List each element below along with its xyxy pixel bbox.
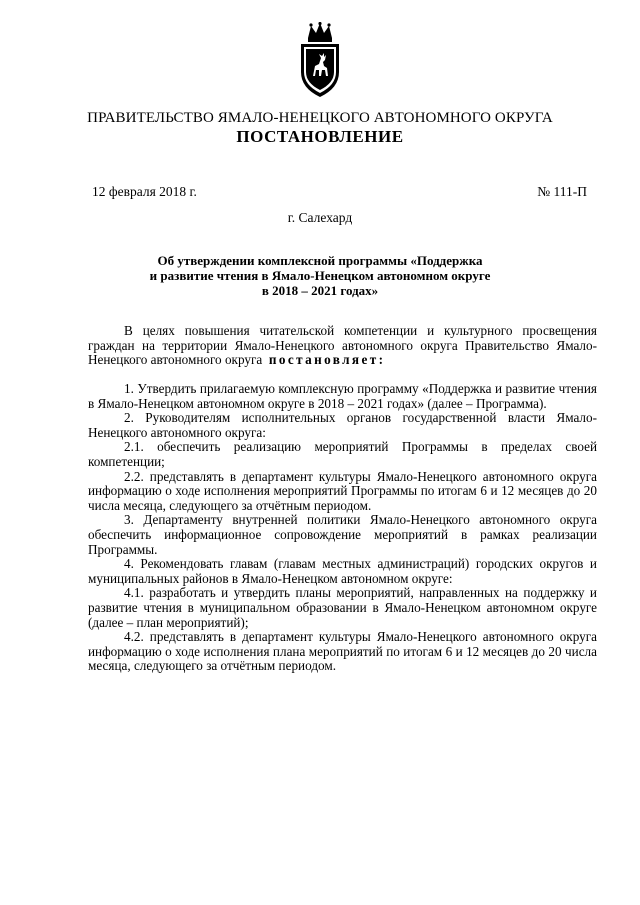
document-type: ПОСТАНОВЛЕНИЕ: [236, 127, 404, 146]
decree-item: 3. Департаменту внутренней политики Ямало-Ненецкого автономного округа обеспечить информационное сопровождение мероприятий в рамках реализации Программы.: [88, 512, 597, 557]
subject-line: в 2018 – 2021 годах»: [261, 283, 379, 298]
decree-item: 4.1. разработать и утвердить планы мероприятий, направленных на поддержку и развитие чтения в муниципальном образовании в Ямало-Ненецком автономном округе (далее – план мероприятий);: [88, 585, 597, 630]
decree-item: 1. Утвердить прилагаемую комплексную программу «Поддержка и развитие чтения в Ямало-Ненецком автономном округе в 2018 – 2021 годах» (далее – Программа).: [88, 381, 597, 411]
decree-item: 4. Рекомендовать главам (главам местных администраций) городских округов и муниципальных районов в Ямало-Ненецком автономном округе:: [88, 556, 597, 586]
document-number: № 111-П: [537, 184, 587, 199]
government-name: ПРАВИТЕЛЬСТВО ЯМАЛО-НЕНЕЦКОГО АВТОНОМНОГО ОКРУГА: [87, 110, 553, 126]
subject-line: и развитие чтения в Ямало-Ненецком автономном округе: [149, 268, 491, 283]
decree-items: [88, 382, 597, 674]
document-subject: [90, 253, 550, 298]
preamble-text: В целях повышения читательской компетенции и культурного просвещения граждан на территории Ямало-Ненецкого автономного округа Правительство Ямало-Ненецкого автономного округа: [88, 323, 597, 368]
document-city: г. Салехард: [287, 210, 353, 225]
coat-of-arms-icon: [297, 22, 343, 102]
document-date: 12 февраля 2018 г.: [92, 184, 197, 199]
decree-item: 2.2. представлять в департамент культуры Ямало-Ненецкого автономного округа информацию о ходе исполнения мероприятий Программы по итогам 6 и 12 месяцев до 20 числа месяца, следующего за отчётным периодом.: [88, 468, 597, 513]
decree-item: 2.1. обеспечить реализацию мероприятий Программы в пределах своей компетенции;: [88, 439, 597, 469]
preamble: [88, 324, 597, 368]
decree-item: 4.2. представлять в департамент культуры Ямало-Ненецкого автономного округа информацию о ходе исполнения плана мероприятий по итогам 6 и 12 месяцев до 20 числа месяца, следующего за отчётным периодом.: [88, 629, 597, 674]
decree-word: постановляет:: [268, 352, 386, 368]
subject-line: Об утверждении комплексной программы «Поддержка: [157, 253, 483, 268]
decree-item: 2. Руководителям исполнительных органов государственной власти Ямало-Ненецкого автономного округа:: [88, 410, 597, 440]
